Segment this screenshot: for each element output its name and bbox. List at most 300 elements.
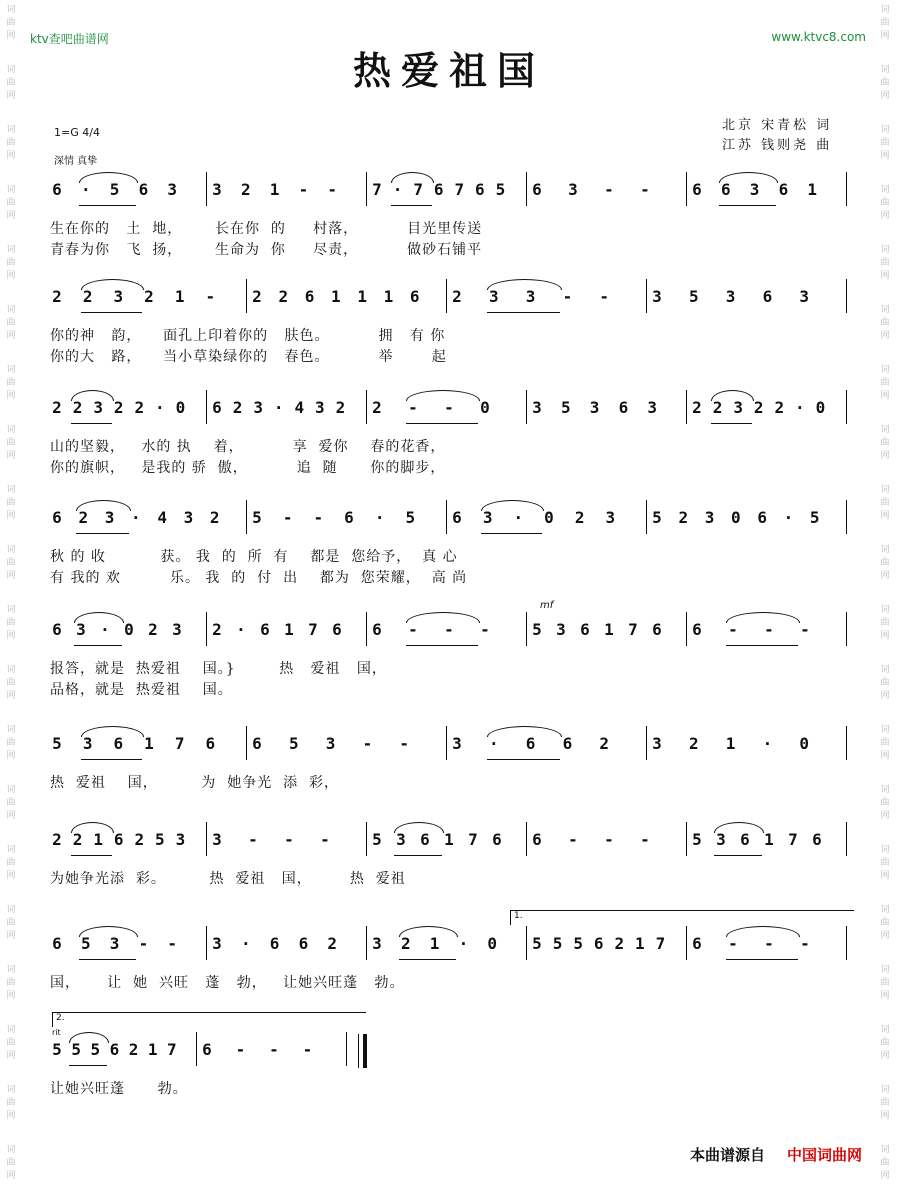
note: -	[800, 934, 810, 953]
lyric-row: 你的大 路， 当小草染绿你的 春色。 举 起	[50, 349, 447, 365]
note: 2	[712, 398, 723, 417]
note: -	[800, 620, 810, 639]
slur-arc	[81, 726, 144, 737]
bar-line	[846, 926, 847, 960]
note: 7	[655, 934, 666, 953]
side-watermark-text: 词 曲 网	[6, 785, 16, 821]
note: 6	[298, 934, 309, 953]
note: 1	[284, 620, 294, 639]
side-watermark-left	[4, 0, 18, 1183]
notes-row	[40, 1040, 860, 1074]
side-watermark-text: 词 曲 网	[880, 125, 890, 161]
note: 3	[733, 398, 743, 417]
note: 2	[774, 398, 785, 417]
site-watermark-right: www.ktvc8.com	[771, 30, 866, 44]
beam-underline	[487, 759, 561, 760]
notes-row	[40, 830, 860, 864]
bar-line	[246, 726, 247, 760]
side-watermark-text: 词 曲 网	[6, 1145, 16, 1181]
slur-arc	[406, 390, 480, 401]
note: 4	[294, 398, 305, 417]
side-watermark-text: 词 曲 网	[880, 545, 890, 581]
note: 3	[556, 620, 566, 639]
beam-underline	[81, 312, 142, 313]
beam-underline	[74, 645, 122, 646]
slur-arc	[399, 926, 459, 937]
note: 2	[148, 620, 158, 639]
note: 3	[725, 287, 736, 306]
note: 2	[209, 508, 220, 527]
note: -	[562, 287, 573, 306]
rit-mark: rit	[52, 1028, 61, 1037]
note: 6	[205, 734, 216, 753]
note: ·	[795, 398, 805, 417]
lyricist-credit: 北京 宋青松 词	[722, 118, 833, 133]
bar-line	[366, 822, 367, 856]
note: 2	[327, 934, 337, 953]
note: -	[302, 1040, 313, 1059]
side-watermark-text: 词 曲 网	[880, 965, 890, 1001]
note: 3	[704, 508, 715, 527]
note: 6	[720, 180, 731, 199]
note: ·	[488, 734, 499, 753]
note: -	[399, 734, 409, 753]
bar-line	[846, 390, 847, 424]
beam-underline	[726, 959, 798, 960]
note: 5	[372, 830, 382, 849]
song-title: 热爱祖国	[352, 48, 545, 93]
note: ·	[392, 180, 403, 199]
note: 7	[174, 734, 185, 753]
note: 6	[762, 287, 773, 306]
note: 6	[618, 398, 629, 417]
beam-underline	[406, 645, 478, 646]
note: 1	[147, 1040, 158, 1059]
note: 3	[212, 830, 222, 849]
note: 5	[573, 934, 583, 953]
note: 2	[278, 287, 289, 306]
beam-underline	[69, 1065, 107, 1066]
side-watermark-text: 词 曲 网	[6, 965, 16, 1001]
note: 6	[492, 830, 502, 849]
slur-arc	[394, 822, 444, 833]
source-label: 本曲谱源自	[689, 1146, 765, 1164]
bar-line	[366, 926, 367, 960]
note: 3	[183, 508, 194, 527]
bar-line	[206, 612, 207, 646]
side-watermark-text: 词 曲 网	[880, 305, 890, 341]
note: 2	[52, 830, 62, 849]
note: 5	[809, 508, 820, 527]
note: 1	[357, 287, 367, 306]
bar-line	[196, 1032, 197, 1066]
note: 3	[76, 620, 86, 639]
note: ·	[458, 934, 469, 953]
note: 5	[71, 1040, 81, 1059]
note: 6	[212, 398, 222, 417]
side-watermark-text: 词 曲 网	[6, 905, 16, 941]
note: 6	[52, 180, 62, 199]
bar-line	[846, 172, 847, 206]
bar-line	[446, 726, 447, 760]
note: 0	[799, 734, 809, 753]
note: 2	[128, 1040, 139, 1059]
note: 5	[692, 830, 702, 849]
side-watermark-text: 词 曲 网	[6, 845, 16, 881]
note: 6	[692, 620, 702, 639]
note: ·	[131, 508, 141, 527]
side-watermark-right	[878, 0, 892, 1183]
note: 5	[288, 734, 299, 753]
notes-row	[40, 734, 860, 768]
note: 3	[212, 934, 222, 953]
note: 3	[253, 398, 263, 417]
note: 1	[429, 934, 440, 953]
note: 3	[799, 287, 809, 306]
notes-row	[40, 934, 860, 968]
note: 1	[383, 287, 394, 306]
note: 6	[532, 180, 542, 199]
note: 6	[757, 508, 767, 527]
note: 6	[409, 287, 420, 306]
note: ·	[762, 734, 773, 753]
lyric-row: 有 我的 欢 乐。 我 的 付 出 都为 您荣耀， 高 尚	[50, 570, 468, 586]
note: 2	[78, 508, 89, 527]
note: 2	[113, 398, 124, 417]
lyric-row: 山的坚毅， 水的 执 着， 享 爱你 春的花香，	[50, 439, 446, 455]
note: 6	[525, 734, 536, 753]
note: -	[728, 620, 738, 639]
bar-line	[246, 500, 247, 534]
note: 5	[688, 287, 699, 306]
note: 6	[113, 830, 124, 849]
note: 1	[331, 287, 341, 306]
slur-arc	[406, 612, 480, 623]
note: 5	[560, 398, 571, 417]
note: -	[205, 287, 216, 306]
bar-line	[346, 1032, 347, 1066]
slur-arc	[487, 726, 563, 737]
slur-arc	[391, 172, 434, 183]
note: 6	[252, 734, 262, 753]
bar-line	[686, 822, 687, 856]
note: 5	[252, 508, 262, 527]
note: -	[235, 1040, 246, 1059]
side-watermark-text: 词 曲 网	[6, 545, 16, 581]
note: ·	[783, 508, 794, 527]
note: 3	[325, 734, 336, 753]
note: 5	[532, 934, 542, 953]
dynamic-mf: mf	[540, 600, 554, 611]
note: 3	[568, 180, 578, 199]
note: 0	[544, 508, 554, 527]
note: 6	[304, 287, 315, 306]
note: 0	[124, 620, 134, 639]
lyric-row: 热 爱祖 国， 为 她争光 添 彩，	[50, 775, 340, 791]
bar-line	[526, 926, 527, 960]
source-site: 中国词曲网	[786, 1146, 862, 1164]
side-watermark-text: 词 曲 网	[880, 1085, 890, 1121]
note: -	[728, 934, 738, 953]
note: 5	[52, 1040, 62, 1059]
slur-arc	[487, 279, 563, 290]
note: -	[284, 830, 294, 849]
note: -	[764, 934, 774, 953]
note: -	[320, 830, 330, 849]
side-watermark-text: 词 曲 网	[6, 305, 16, 341]
note: 3	[532, 398, 542, 417]
slur-arc	[726, 612, 800, 623]
note: 2	[252, 287, 262, 306]
note: 5	[495, 180, 506, 199]
note: 7	[413, 180, 423, 199]
lyric-row: 品格，就是 热爱祖 国。	[50, 682, 233, 698]
note: 7	[308, 620, 318, 639]
bar-line	[846, 726, 847, 760]
note: 5	[90, 1040, 101, 1059]
note: -	[408, 620, 418, 639]
source-note	[690, 1144, 862, 1165]
note: 3	[93, 398, 103, 417]
note: 3	[605, 508, 616, 527]
beam-underline	[714, 855, 762, 856]
note: 7	[167, 1040, 177, 1059]
note: 3	[452, 734, 462, 753]
beam-underline	[481, 533, 542, 534]
note: 5	[80, 934, 91, 953]
note: 6	[475, 180, 485, 199]
note: 2	[134, 830, 145, 849]
slur-arc	[76, 500, 131, 511]
beam-underline	[399, 959, 457, 960]
note: -	[444, 620, 454, 639]
bar-line	[646, 726, 647, 760]
lyric-row: 你的神 韵， 面孔上印着你的 肤色。 拥 有 你	[50, 328, 446, 344]
note: 5	[552, 934, 563, 953]
notes-row	[40, 398, 860, 432]
notes-row	[40, 620, 860, 654]
side-watermark-text: 词 曲 网	[880, 1145, 890, 1181]
note: 1	[764, 830, 774, 849]
note: -	[444, 398, 454, 417]
note: 6	[652, 620, 662, 639]
note: 6	[52, 934, 62, 953]
note: 0	[815, 398, 826, 417]
side-watermark-text: 词 曲 网	[6, 605, 16, 641]
note: 6	[562, 734, 573, 753]
bar-line	[846, 822, 847, 856]
side-watermark-text: 词 曲 网	[6, 365, 16, 401]
bar-line	[446, 279, 447, 313]
note: 7	[372, 180, 382, 199]
note: 2	[692, 398, 702, 417]
time-signature: 4/4	[82, 126, 100, 139]
lyric-row: 你的旗帜， 是我的 骄 傲， 追 随 你的脚步，	[50, 460, 446, 476]
note: 3	[175, 830, 186, 849]
bar-line	[366, 172, 367, 206]
note: ·	[155, 398, 165, 417]
note: 3	[488, 287, 499, 306]
lyric-row: 生在你的 土 地， 长在你 的 村落， 目光里传送	[50, 221, 483, 237]
note: 1	[444, 830, 454, 849]
bar-line	[846, 500, 847, 534]
slur-arc	[719, 172, 779, 183]
side-watermark-text: 词 曲 网	[6, 185, 16, 221]
note: 6	[812, 830, 822, 849]
note: 2	[52, 287, 62, 306]
volta-first-ending: 1.	[510, 910, 854, 925]
side-watermark-text: 词 曲 网	[6, 725, 16, 761]
note: 6	[420, 830, 430, 849]
bar-line	[206, 926, 207, 960]
note: 1	[269, 180, 280, 199]
slur-arc	[726, 926, 800, 937]
note: 1	[635, 934, 645, 953]
slur-arc	[81, 279, 144, 290]
note: 0	[731, 508, 741, 527]
beam-underline	[79, 205, 137, 206]
note: 2	[212, 620, 222, 639]
note: ·	[80, 180, 91, 199]
note: -	[282, 508, 293, 527]
slur-arc	[714, 822, 764, 833]
note: -	[604, 180, 614, 199]
bar-line	[366, 612, 367, 646]
note: 6	[332, 620, 342, 639]
bar-line	[246, 279, 247, 313]
slur-arc	[711, 390, 754, 401]
note: 3	[82, 734, 93, 753]
site-watermark-left: ktv查吧曲谱网	[30, 32, 109, 46]
side-watermark-text: 词 曲 网	[880, 785, 890, 821]
note: -	[248, 830, 258, 849]
note: 3	[652, 287, 662, 306]
notes-row	[40, 508, 860, 542]
note: 7	[788, 830, 798, 849]
lyric-row: 为她争光添 彩。 热 爱祖 国， 热 爱祖	[50, 871, 406, 887]
note: 5	[155, 830, 165, 849]
notes-row	[40, 180, 860, 214]
note: -	[764, 620, 774, 639]
notes-row	[40, 287, 860, 321]
note: 3	[104, 508, 115, 527]
note: 7	[468, 830, 478, 849]
note: 2	[372, 398, 382, 417]
note: 3	[647, 398, 657, 417]
side-watermark-text: 词 曲 网	[880, 905, 890, 941]
note: ·	[374, 508, 385, 527]
note: ·	[236, 620, 246, 639]
bar-line	[366, 390, 367, 424]
lyric-row: 青春为你 飞 扬， 生命为 你 尽责， 做砂石铺平	[50, 242, 483, 258]
note: 2	[614, 934, 625, 953]
lyric-row: 国， 让 她 兴旺 蓬 勃， 让她兴旺蓬 勃。	[50, 975, 405, 991]
note: -	[480, 620, 490, 639]
note: 2	[452, 287, 462, 306]
note: 3	[716, 830, 726, 849]
bar-line	[846, 612, 847, 646]
note: 1	[604, 620, 614, 639]
side-watermark-text: 词 曲 网	[6, 5, 16, 41]
side-watermark-text: 词 曲 网	[880, 245, 890, 281]
note: -	[599, 287, 609, 306]
note: 2	[82, 287, 93, 306]
note: -	[298, 180, 309, 199]
note: -	[313, 508, 324, 527]
note: -	[568, 830, 578, 849]
side-watermark-text: 词 曲 网	[6, 65, 16, 101]
note: 3	[172, 620, 182, 639]
note: 6	[433, 180, 444, 199]
beam-underline	[487, 312, 561, 313]
note: 6	[593, 934, 604, 953]
side-watermark-text: 词 曲 网	[880, 365, 890, 401]
side-watermark-text: 词 曲 网	[880, 485, 890, 521]
key-label: 1=G	[54, 126, 79, 139]
note: 0	[175, 398, 186, 417]
note: 7	[628, 620, 638, 639]
note: -	[269, 1040, 279, 1059]
side-watermark-text: 词 曲 网	[6, 425, 16, 461]
side-watermark-text: 词 曲 网	[880, 725, 890, 761]
note: 2	[335, 398, 346, 417]
note: 3	[212, 180, 222, 199]
lyric-row: 秋 的 收 获。 我 的 所 有 都是 您给予， 真 心	[50, 549, 458, 565]
beam-underline	[726, 645, 798, 646]
slur-arc	[79, 172, 139, 183]
note: 6	[138, 180, 149, 199]
bar-line	[686, 612, 687, 646]
note: 3	[749, 180, 760, 199]
note: 6	[692, 180, 702, 199]
note: 2	[144, 287, 154, 306]
note: ·	[100, 620, 110, 639]
note: 2	[574, 508, 585, 527]
note: -	[362, 734, 373, 753]
side-watermark-text: 词 曲 网	[880, 185, 890, 221]
note: 5	[109, 180, 120, 199]
note: 2	[688, 734, 699, 753]
note: 6	[260, 620, 270, 639]
slur-arc	[79, 926, 139, 937]
beam-underline	[71, 423, 112, 424]
note: 1	[725, 734, 736, 753]
bar-line	[686, 390, 687, 424]
bar-line	[686, 172, 687, 206]
side-watermark-text: 词 曲 网	[880, 665, 890, 701]
key-signature	[54, 126, 100, 139]
note: 1	[144, 734, 154, 753]
bar-line	[646, 500, 647, 534]
note: -	[640, 830, 650, 849]
note: 0	[480, 398, 490, 417]
note: 6	[580, 620, 590, 639]
side-watermark-text: 词 曲 网	[6, 1025, 16, 1061]
note: 2	[400, 934, 411, 953]
bar-line	[846, 279, 847, 313]
side-watermark-text: 词 曲 网	[880, 5, 890, 41]
side-watermark-text: 词 曲 网	[6, 485, 16, 521]
note: 5	[652, 508, 662, 527]
note: 1	[93, 830, 103, 849]
note: 3	[113, 287, 124, 306]
beam-underline	[394, 855, 442, 856]
note: -	[640, 180, 650, 199]
note: 6	[344, 508, 354, 527]
note: 6	[269, 934, 280, 953]
slur-arc	[71, 822, 114, 833]
note: 2	[240, 180, 251, 199]
